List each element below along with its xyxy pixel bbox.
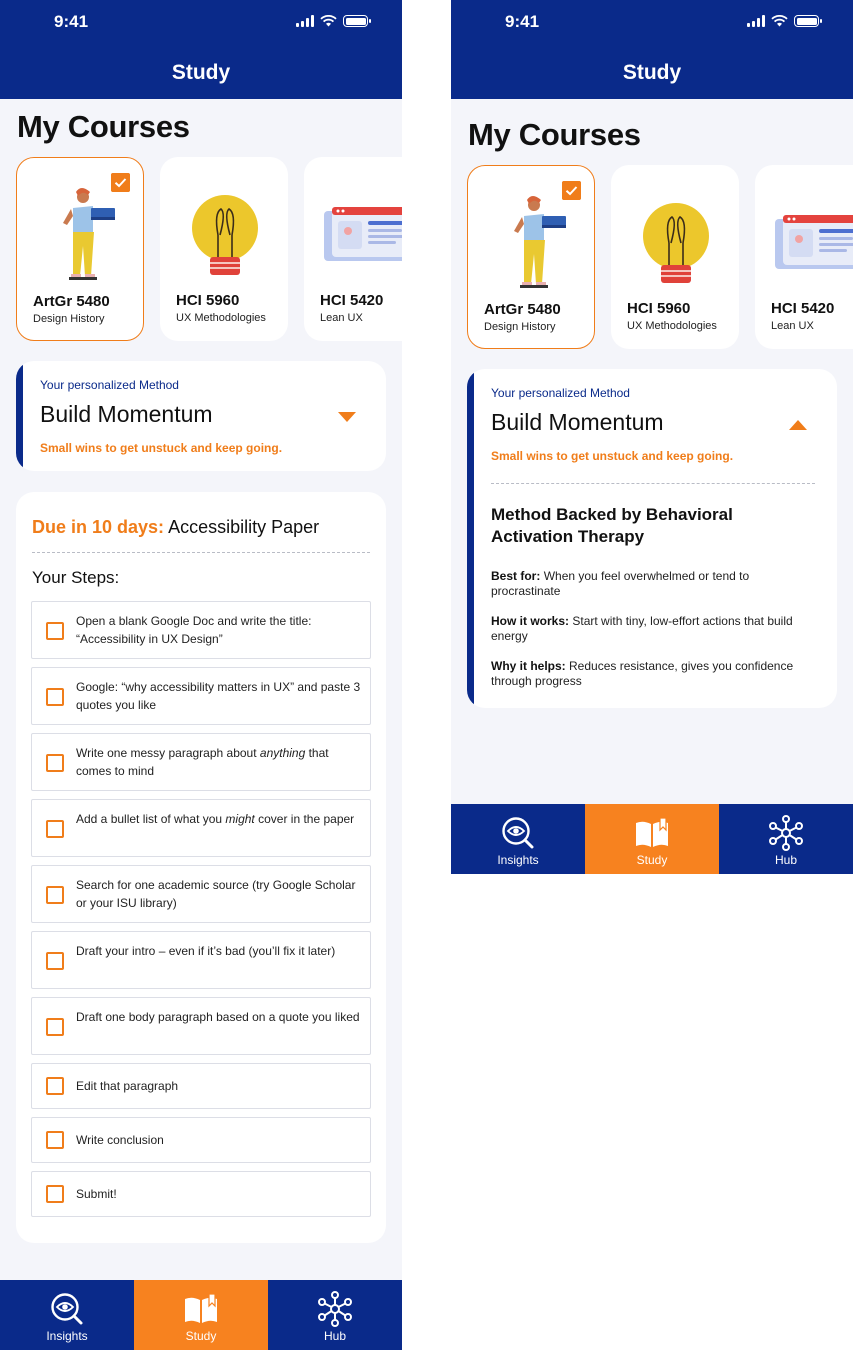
checkbox[interactable] (46, 886, 64, 904)
method-card-collapsed[interactable] (16, 361, 386, 471)
signal-icon (747, 15, 765, 27)
why-it-helps-label: Why it helps: (491, 659, 566, 673)
step-item[interactable] (31, 799, 371, 857)
course-name: Design History (33, 313, 105, 325)
step-item[interactable] (31, 733, 371, 791)
status-bar (0, 0, 402, 48)
course-name: UX Methodologies (627, 320, 717, 332)
best-for-row (491, 569, 821, 599)
status-icons (296, 15, 368, 27)
how-it-works-label: How it works: (491, 614, 570, 628)
course-code: HCI 5960 (627, 300, 691, 317)
checkbox[interactable] (46, 1185, 64, 1203)
app-header-title: Study (451, 48, 853, 99)
course-carousel[interactable] (467, 165, 853, 350)
dashed-divider (491, 483, 815, 484)
course-code: ArtGr 5480 (33, 293, 110, 310)
my-courses-title: My Courses (17, 109, 190, 144)
course-carousel[interactable] (16, 157, 402, 342)
battery-icon (343, 15, 368, 27)
app-header-title: Study (0, 48, 402, 99)
step-label: Open a blank Google Doc and write the title: “Accessibility in UX Design” (76, 614, 312, 646)
course-name: Design History (484, 321, 556, 333)
how-it-works-text: Start with tiny, low-effort actions that build energy (491, 614, 793, 643)
step-label: Submit! (76, 1187, 117, 1201)
step-item[interactable] (31, 1171, 371, 1217)
my-courses-title: My Courses (468, 117, 641, 152)
method-title: Build Momentum (40, 401, 213, 427)
step-item[interactable] (31, 1117, 371, 1163)
assignment-title: Accessibility Paper (168, 517, 320, 537)
network-hub-icon (316, 1290, 354, 1328)
method-card-expanded[interactable] (467, 369, 837, 708)
course-name: Lean UX (771, 320, 814, 332)
course-card-hci-5420[interactable] (304, 157, 402, 341)
study-screen-collapsed (0, 0, 402, 1350)
tab-insights[interactable] (451, 804, 585, 874)
battery-icon (794, 15, 819, 27)
tab-study[interactable] (585, 804, 719, 874)
bottom-tab-bar (451, 804, 853, 874)
step-item[interactable] (31, 667, 371, 725)
status-time: 9:41 (54, 12, 89, 31)
step-label: Edit that paragraph (76, 1079, 179, 1093)
caret-up-icon[interactable] (788, 419, 808, 431)
tab-label: Insights (46, 1329, 88, 1343)
tab-label: Insights (497, 853, 539, 867)
tab-insights[interactable] (0, 1280, 134, 1350)
bottom-tab-bar (0, 1280, 402, 1350)
course-name: UX Methodologies (176, 312, 266, 324)
why-it-helps-row (491, 659, 821, 689)
method-accent-bar (467, 369, 474, 708)
checkbox[interactable] (46, 622, 64, 640)
step-label: Write one messy paragraph about anything that comes to mind (76, 746, 329, 778)
tab-study[interactable] (134, 1280, 268, 1350)
course-code: HCI 5960 (176, 292, 240, 309)
wifi-icon (771, 15, 788, 27)
open-book-icon (633, 814, 671, 852)
network-hub-icon (767, 814, 805, 852)
course-name: Lean UX (320, 312, 363, 324)
checkbox[interactable] (46, 1131, 64, 1149)
step-label: Draft your intro – even if it’s bad (you’ll fix it later) (76, 944, 336, 958)
method-label: Your personalized Method (40, 378, 179, 392)
lightbulb-illustration (625, 193, 725, 289)
checkbox[interactable] (46, 1077, 64, 1095)
web-interface-illustration (318, 185, 402, 281)
dashed-divider (32, 552, 370, 553)
method-title: Build Momentum (491, 409, 664, 435)
checkbox[interactable] (46, 754, 64, 772)
eye-magnifier-icon (48, 1290, 86, 1328)
course-code: HCI 5420 (320, 292, 384, 309)
course-code: ArtGr 5480 (484, 301, 561, 318)
course-card-hci-5420[interactable] (755, 165, 853, 349)
course-card-artgr-5480[interactable] (467, 165, 595, 349)
step-label: Draft one body paragraph based on a quote you liked (76, 1010, 360, 1024)
why-it-helps-text: Reduces resistance, gives you confidence through progress (491, 659, 794, 688)
status-bar (451, 0, 853, 48)
step-label: Google: “why accessibility matters in UX” and paste 3 quotes you like (76, 680, 361, 712)
tab-label: Study (185, 1329, 217, 1343)
how-it-works-row (491, 614, 821, 644)
step-item[interactable] (31, 1063, 371, 1109)
web-interface-illustration (769, 193, 853, 289)
method-accent-bar (16, 361, 23, 471)
signal-icon (296, 15, 314, 27)
person-with-laptop-illustration (31, 186, 131, 282)
lightbulb-illustration (174, 185, 274, 281)
assignment-card (16, 492, 386, 1243)
step-label: Search for one academic source (try Google Scholar or your ISU library) (76, 878, 356, 910)
step-label: Add a bullet list of what you might cover in the paper (76, 812, 355, 826)
tab-hub[interactable] (268, 1280, 402, 1350)
wifi-icon (320, 15, 337, 27)
step-item[interactable] (31, 997, 371, 1055)
status-time: 9:41 (505, 12, 540, 31)
checkbox[interactable] (46, 688, 64, 706)
course-card-artgr-5480[interactable] (16, 157, 144, 341)
study-screen-expanded (451, 0, 853, 874)
step-item[interactable] (31, 931, 371, 989)
status-icons (747, 15, 819, 27)
person-with-laptop-illustration (482, 194, 582, 290)
course-code: HCI 5420 (771, 300, 835, 317)
method-detail-heading: Method Backed by Behavioral Activation Therapy (491, 505, 733, 546)
tab-hub[interactable] (719, 804, 853, 874)
due-label: Due in 10 days: (32, 517, 165, 537)
checkbox[interactable] (46, 820, 64, 838)
eye-magnifier-icon (499, 814, 537, 852)
step-item[interactable] (31, 865, 371, 923)
course-card-hci-5960[interactable] (611, 165, 739, 349)
caret-down-icon[interactable] (337, 411, 357, 423)
best-for-label: Best for: (491, 569, 541, 583)
method-tagline: Small wins to get unstuck and keep going. (40, 441, 283, 455)
tab-label: Hub (323, 1329, 346, 1343)
open-book-icon (182, 1290, 220, 1328)
assignment-due-line (32, 517, 319, 538)
checkbox[interactable] (46, 952, 64, 970)
tab-label: Hub (774, 853, 797, 867)
steps-title: Your Steps: (32, 568, 120, 587)
tab-label: Study (636, 853, 668, 867)
checkbox[interactable] (46, 1018, 64, 1036)
course-card-hci-5960[interactable] (160, 157, 288, 341)
method-label: Your personalized Method (491, 386, 630, 400)
best-for-text: When you feel overwhelmed or tend to procrastinate (491, 569, 750, 598)
step-label: Write conclusion (76, 1133, 164, 1147)
step-item[interactable] (31, 601, 371, 659)
method-tagline: Small wins to get unstuck and keep going. (491, 449, 734, 463)
